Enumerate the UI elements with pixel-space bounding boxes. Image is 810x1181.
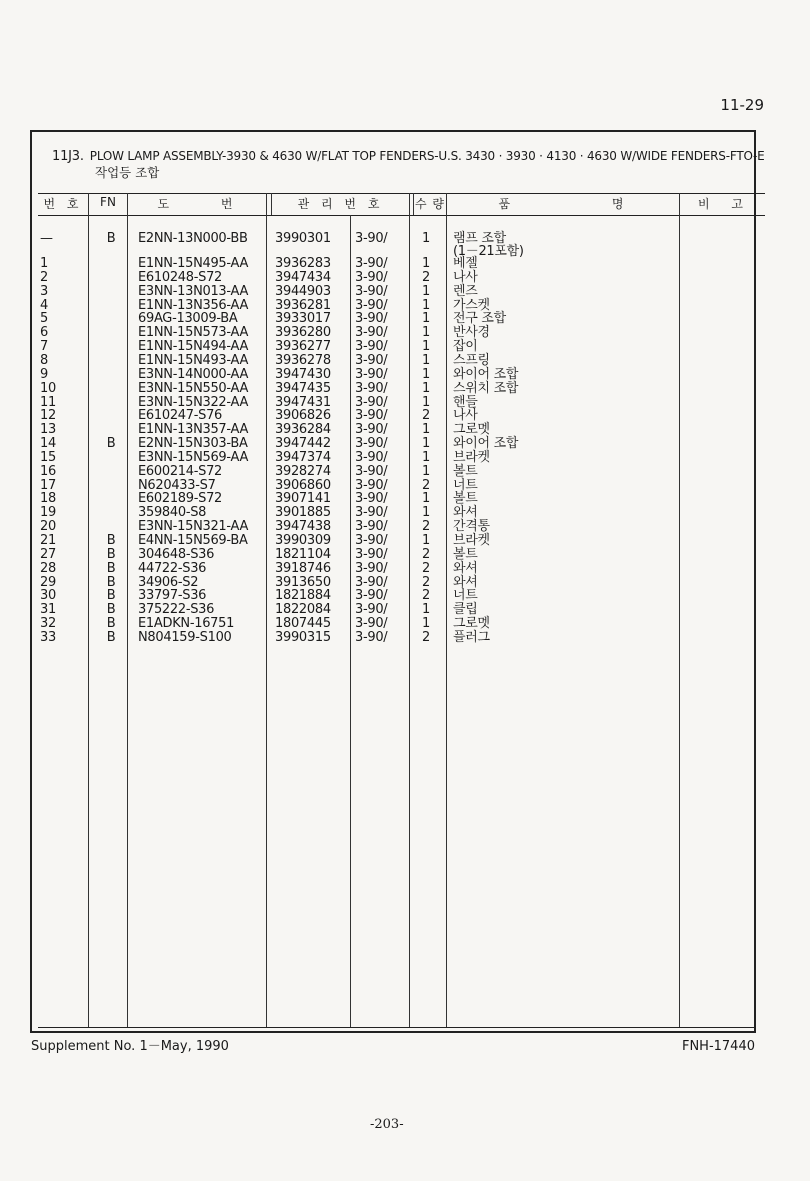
- row-code: 3-90/: [355, 269, 388, 285]
- row-part: E1NN-13N357-AA: [138, 422, 249, 438]
- row-name: 핸들: [453, 394, 478, 410]
- document-code: FNH-17440: [681, 1039, 755, 1054]
- row-part: E3NN-14N000-AA: [138, 366, 249, 382]
- col-header-qty: 수 량: [415, 197, 445, 211]
- row-qty: 1: [422, 616, 430, 632]
- row-no: 4: [40, 297, 48, 313]
- row-mgmt: 3907141: [275, 491, 331, 507]
- row-name: 와이어 조합: [453, 366, 519, 382]
- row-mgmt: 1821104: [275, 546, 331, 562]
- row-part: 44722-S36: [138, 560, 207, 576]
- row-code: 3-90/: [355, 339, 388, 355]
- col-divider: [679, 193, 680, 1027]
- row-name: 와셔: [453, 574, 478, 590]
- col-divider: [409, 193, 410, 1027]
- row-no: 1: [40, 256, 48, 271]
- row-qty: 2: [422, 588, 430, 604]
- row-no: 8: [40, 352, 48, 368]
- row-qty: 2: [422, 519, 430, 535]
- row-no: 33: [40, 629, 56, 645]
- row-code: 3-90/: [355, 505, 388, 521]
- row-part: E1NN-13N356-AA: [138, 297, 249, 313]
- row-name: 와이어 조합: [453, 436, 519, 452]
- row-part: 304648-S36: [138, 546, 215, 562]
- row-mgmt: 1807445: [275, 616, 331, 632]
- row-no: 18: [40, 491, 56, 507]
- row-code: 3-90/: [355, 408, 388, 424]
- row-no: 31: [40, 602, 56, 618]
- row-no: 7: [40, 339, 48, 355]
- row-qty: 1: [422, 394, 430, 410]
- row-mgmt: 3990309: [275, 533, 331, 548]
- row-mgmt: 3936283: [275, 256, 331, 271]
- row-qty: 1: [422, 422, 430, 438]
- row-qty: 1: [422, 352, 430, 368]
- row-code: 3-90/: [355, 546, 388, 562]
- row-no: 11: [40, 394, 56, 410]
- row-part: E4NN-15N569-BA: [138, 533, 248, 548]
- row-name: 반사경: [453, 325, 490, 341]
- row-mgmt: 3990315: [275, 629, 331, 645]
- col-divider: [350, 215, 351, 1027]
- col-header-fn: FN: [100, 195, 116, 209]
- row-part: E3NN-15N550-AA: [138, 380, 249, 396]
- row-mgmt: 3906860: [275, 477, 331, 493]
- supplement-note: Supplement No. 1－May, 1990: [31, 1039, 229, 1054]
- row-name: 그로멧: [453, 616, 490, 632]
- row-code: 3-90/: [355, 616, 388, 632]
- row-qty: 2: [422, 408, 430, 424]
- row-no: 16: [40, 463, 56, 479]
- row-name: 클립: [453, 602, 478, 618]
- row-fn: B: [106, 533, 116, 548]
- row-qty: 2: [422, 477, 430, 493]
- row-mgmt: 3947435: [275, 380, 331, 396]
- col-divider: [446, 193, 447, 1027]
- row-mgmt: 3936277: [275, 339, 331, 355]
- row-qty: 1: [422, 283, 430, 299]
- row-mgmt: 3947434: [275, 269, 331, 285]
- row-part: E1ADKN-16751: [138, 616, 235, 632]
- row-code: 3-90/: [355, 588, 388, 604]
- row-name: 그로멧: [453, 422, 490, 438]
- row-code: 3-90/: [355, 352, 388, 368]
- row-no: 13: [40, 422, 56, 438]
- row-mgmt: 3936284: [275, 422, 331, 438]
- row-name: 볼트: [453, 491, 478, 507]
- col-header-no: 번 호: [43, 197, 83, 211]
- row-mgmt: 3990301: [275, 231, 331, 246]
- row-name: 간격통: [453, 519, 490, 535]
- row-part: N620433-S7: [138, 477, 216, 493]
- row-qty: 1: [422, 491, 430, 507]
- row-code: 3-90/: [355, 629, 388, 645]
- row-fn: B: [106, 436, 116, 452]
- row-code: 3-90/: [355, 366, 388, 382]
- row-qty: 2: [422, 560, 430, 576]
- row-fn: B: [106, 588, 116, 604]
- row-mgmt: 3928274: [275, 463, 331, 479]
- row-no: 30: [40, 588, 56, 604]
- row-no: 19: [40, 505, 56, 521]
- row-fn: B: [106, 574, 116, 590]
- row-mgmt: 3913650: [275, 574, 331, 590]
- row-part: E1NN-15N494-AA: [138, 339, 249, 355]
- row-mgmt: 1821884: [275, 588, 331, 604]
- row-mgmt: 3947430: [275, 366, 331, 382]
- col-divider: [266, 193, 267, 1027]
- row-name: 너트: [453, 588, 478, 604]
- row-name-continued: (1－21포함): [453, 244, 524, 259]
- row-mgmt: 3936280: [275, 325, 331, 341]
- row-no: 12: [40, 408, 56, 424]
- row-qty: 2: [422, 574, 430, 590]
- row-fn: B: [106, 546, 116, 562]
- row-part: E1NN-15N573-AA: [138, 325, 249, 341]
- row-code: 3-90/: [355, 533, 388, 548]
- row-name: 가스켓: [453, 297, 490, 313]
- row-qty: 2: [422, 546, 430, 562]
- row-code: 3-90/: [355, 283, 388, 299]
- row-qty: 1: [422, 436, 430, 452]
- row-code: 3-90/: [355, 231, 388, 246]
- row-code: 3-90/: [355, 436, 388, 452]
- row-mgmt: 3901885: [275, 505, 331, 521]
- row-fn: B: [106, 602, 116, 618]
- row-no: 6: [40, 325, 48, 341]
- row-qty: 1: [422, 533, 430, 548]
- row-qty: 1: [422, 366, 430, 382]
- row-no: 28: [40, 560, 56, 576]
- row-name: 볼트: [453, 463, 478, 479]
- row-code: 3-90/: [355, 560, 388, 576]
- row-no: 29: [40, 574, 56, 590]
- row-code: 3-90/: [355, 394, 388, 410]
- row-code: 3-90/: [355, 463, 388, 479]
- row-part: E3NN-15N322-AA: [138, 394, 249, 410]
- section-title: [52, 149, 765, 164]
- row-mgmt: 3906826: [275, 408, 331, 424]
- row-name: 너트: [453, 477, 478, 493]
- row-part: E3NN-15N569-AA: [138, 449, 249, 465]
- row-no: 3: [40, 283, 48, 299]
- row-fn: B: [106, 616, 116, 632]
- row-name: 스위치 조합: [453, 380, 519, 396]
- row-code: 3-90/: [355, 422, 388, 438]
- row-part: E3NN-15N321-AA: [138, 519, 249, 535]
- row-no: 21: [40, 533, 56, 548]
- row-qty: 1: [422, 463, 430, 479]
- row-part: E1NN-15N493-AA: [138, 352, 249, 368]
- row-part: 359840-S8: [138, 505, 207, 521]
- row-code: 3-90/: [355, 380, 388, 396]
- row-mgmt: 3933017: [275, 311, 331, 327]
- row-code: 3-90/: [355, 449, 388, 465]
- row-part: E2NN-15N303-BA: [138, 436, 248, 452]
- row-qty: 2: [422, 269, 430, 285]
- col-header-part: 도 번: [157, 197, 237, 211]
- row-code: 3-90/: [355, 602, 388, 618]
- row-part: E610248-S72: [138, 269, 223, 285]
- row-code: 3-90/: [355, 491, 388, 507]
- row-qty: 1: [422, 380, 430, 396]
- col-divider: [127, 193, 128, 1027]
- row-name: 잡이: [453, 339, 478, 355]
- row-name: 나사: [453, 269, 478, 285]
- row-name: 렌즈: [453, 283, 478, 299]
- table-bottom-rule: [38, 1027, 756, 1028]
- row-name: 전구 조합: [453, 311, 506, 327]
- row-qty: 1: [422, 339, 430, 355]
- row-code: 3-90/: [355, 311, 388, 327]
- row-name: 볼트: [453, 546, 478, 562]
- row-mgmt: 1822084: [275, 602, 331, 618]
- row-mgmt: 3947438: [275, 519, 331, 535]
- row-no: 32: [40, 616, 56, 632]
- row-no: 14: [40, 436, 56, 452]
- row-part: 69AG-13009-BA: [138, 311, 238, 327]
- row-part: E2NN-13N000-BB: [138, 231, 248, 246]
- section-code: 11J3.: [52, 149, 84, 164]
- row-qty: 1: [422, 297, 430, 313]
- col-header-remark: 비 고: [698, 197, 747, 211]
- row-no: —: [40, 231, 53, 246]
- row-part: N804159-S100: [138, 629, 232, 645]
- row-name: 와셔: [453, 560, 478, 576]
- row-name: 램프 조합: [453, 231, 506, 246]
- row-no: 10: [40, 380, 56, 396]
- row-qty: 1: [422, 231, 430, 246]
- row-qty: 1: [422, 325, 430, 341]
- row-name: 와셔: [453, 505, 478, 521]
- row-mgmt: 3944903: [275, 283, 331, 299]
- footer-page-number: -203-: [370, 1117, 404, 1132]
- row-fn: B: [106, 560, 116, 576]
- row-part: E600214-S72: [138, 463, 223, 479]
- row-qty: 1: [422, 505, 430, 521]
- row-code: 3-90/: [355, 477, 388, 493]
- row-no: 9: [40, 366, 48, 382]
- row-mgmt: 3936281: [275, 297, 331, 313]
- row-part: 34906-S2: [138, 574, 199, 590]
- section-subtitle: 작업등 조합: [95, 165, 160, 180]
- row-code: 3-90/: [355, 297, 388, 313]
- row-qty: 2: [422, 629, 430, 645]
- row-qty: 1: [422, 602, 430, 618]
- row-name: 플러그: [453, 629, 490, 645]
- row-qty: 1: [422, 311, 430, 327]
- row-part: E3NN-13N013-AA: [138, 283, 249, 299]
- row-name: 스프링: [453, 352, 490, 368]
- row-no: 2: [40, 269, 48, 285]
- row-mgmt: 3918746: [275, 560, 331, 576]
- row-no: 27: [40, 546, 56, 562]
- row-mgmt: 3947442: [275, 436, 331, 452]
- row-no: 17: [40, 477, 56, 493]
- row-code: 3-90/: [355, 325, 388, 341]
- row-no: 5: [40, 311, 48, 327]
- row-no: 15: [40, 449, 56, 465]
- page-number: 11-29: [720, 96, 764, 114]
- header-top-rule: [38, 193, 765, 194]
- row-mgmt: 3936278: [275, 352, 331, 368]
- row-part: 33797-S36: [138, 588, 207, 604]
- row-mgmt: 3947374: [275, 449, 331, 465]
- row-qty: 1: [422, 449, 430, 465]
- row-name: 나사: [453, 408, 478, 424]
- row-code: 3-90/: [355, 519, 388, 535]
- row-part: E610247-S76: [138, 408, 223, 424]
- row-qty: 1: [422, 256, 430, 271]
- row-code: 3-90/: [355, 574, 388, 590]
- row-name: 브라켓: [453, 533, 490, 548]
- row-code: 3-90/: [355, 256, 388, 271]
- row-fn: B: [106, 629, 116, 645]
- col-header-mgmt: 관 리 번 호: [297, 197, 384, 211]
- row-part: E602189-S72: [138, 491, 223, 507]
- row-mgmt: 3947431: [275, 394, 331, 410]
- col-header-name: 품 명: [498, 197, 628, 211]
- header-bottom-rule: [38, 215, 765, 216]
- row-part: 375222-S36: [138, 602, 215, 618]
- row-no: 20: [40, 519, 56, 535]
- row-name: 베젤: [453, 256, 478, 271]
- section-title-text: PLOW LAMP ASSEMBLY-3930 & 4630 W/FLAT TOP FENDERS-U.S. 3430 · 3930 · 4130 · 4630 W/WIDE FENDERS-FTO-E: [89, 149, 765, 163]
- row-fn: B: [106, 231, 116, 246]
- row-name: 브라켓: [453, 449, 490, 465]
- row-part: E1NN-15N495-AA: [138, 256, 249, 271]
- col-divider: [88, 193, 89, 1027]
